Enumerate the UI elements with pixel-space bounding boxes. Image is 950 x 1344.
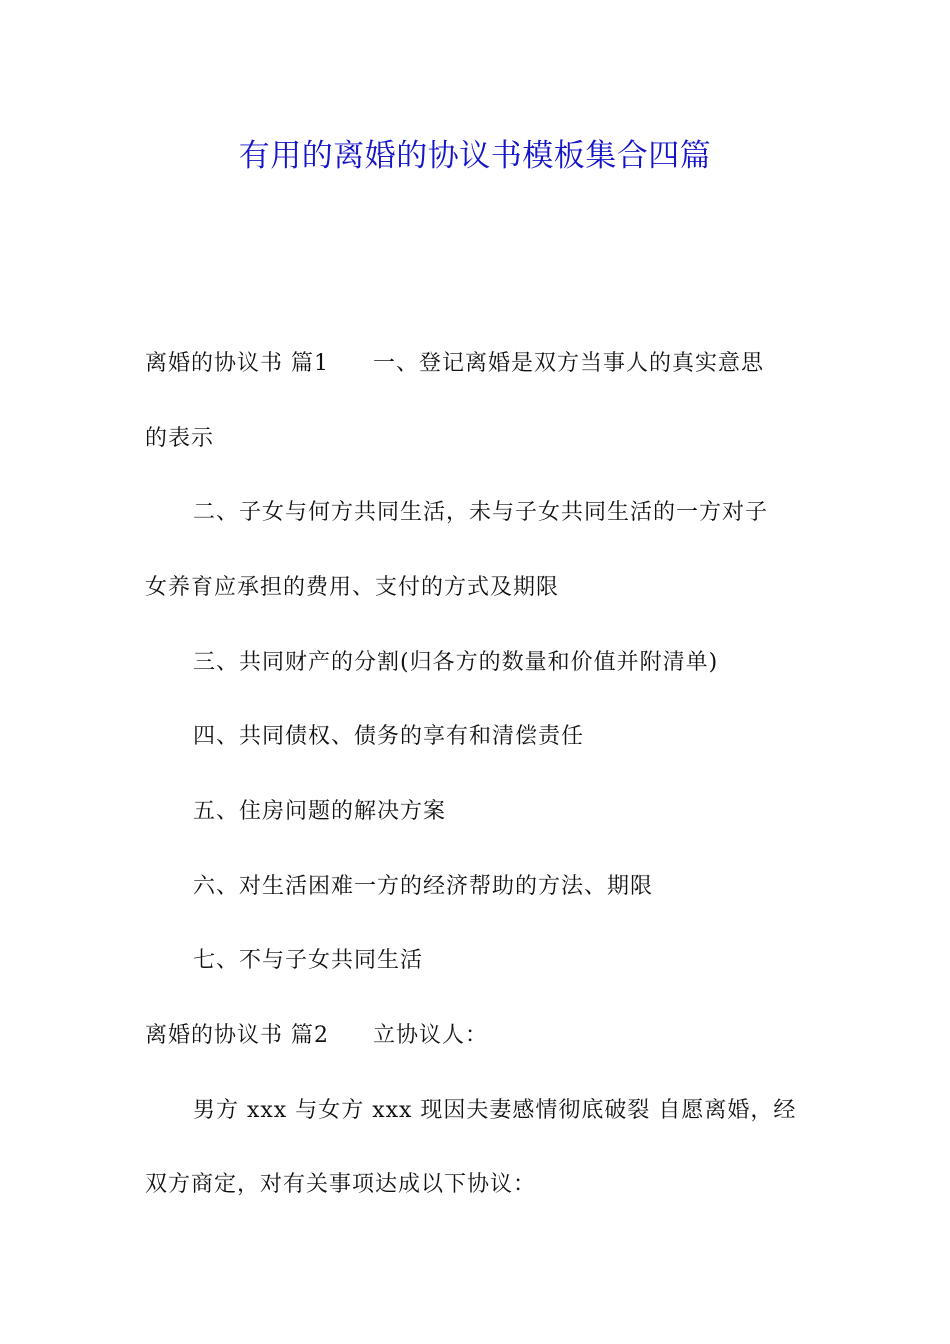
section1-item6: 六、对生活困难一方的经济帮助的方法、期限 — [193, 874, 654, 899]
section2-heading: 离婚的协议书 篇2 — [145, 1023, 329, 1048]
section1-item7: 七、不与子女共同生活 — [193, 948, 424, 973]
section1-item2-part1: 二、子女与何方共同生活，未与子女共同生活的一方对子 — [193, 500, 769, 525]
section1-item3: 三、共同财产的分割(归各方的数量和价值并附清单) — [193, 650, 719, 675]
section1-item1-part1: 一、登记离婚是双方当事人的真实意思 — [373, 351, 765, 376]
section1-item1-part2: 的表示 — [145, 426, 215, 451]
section2-heading-line — [145, 1018, 488, 1049]
section1-heading: 离婚的协议书 篇1 — [145, 351, 329, 376]
section1-item2-part2: 女养育应承担的费用、支付的方式及期限 — [145, 575, 560, 600]
section2-parties-label: 立协议人： — [373, 1023, 489, 1048]
section1-item4: 四、共同债权、债务的享有和清偿责任 — [193, 724, 585, 749]
section1-heading-line — [145, 346, 764, 377]
section1-item5: 五、住房问题的解决方案 — [193, 799, 447, 824]
section2-para1-part1: 男方 xxx 与女方 xxx 现因夫妻感情彻底破裂 自愿离婚，经 — [193, 1098, 797, 1123]
section2-para1-part2: 双方商定，对有关事项达成以下协议： — [145, 1172, 537, 1197]
document-title: 有用的离婚的协议书模板集合四篇 — [238, 138, 712, 174]
